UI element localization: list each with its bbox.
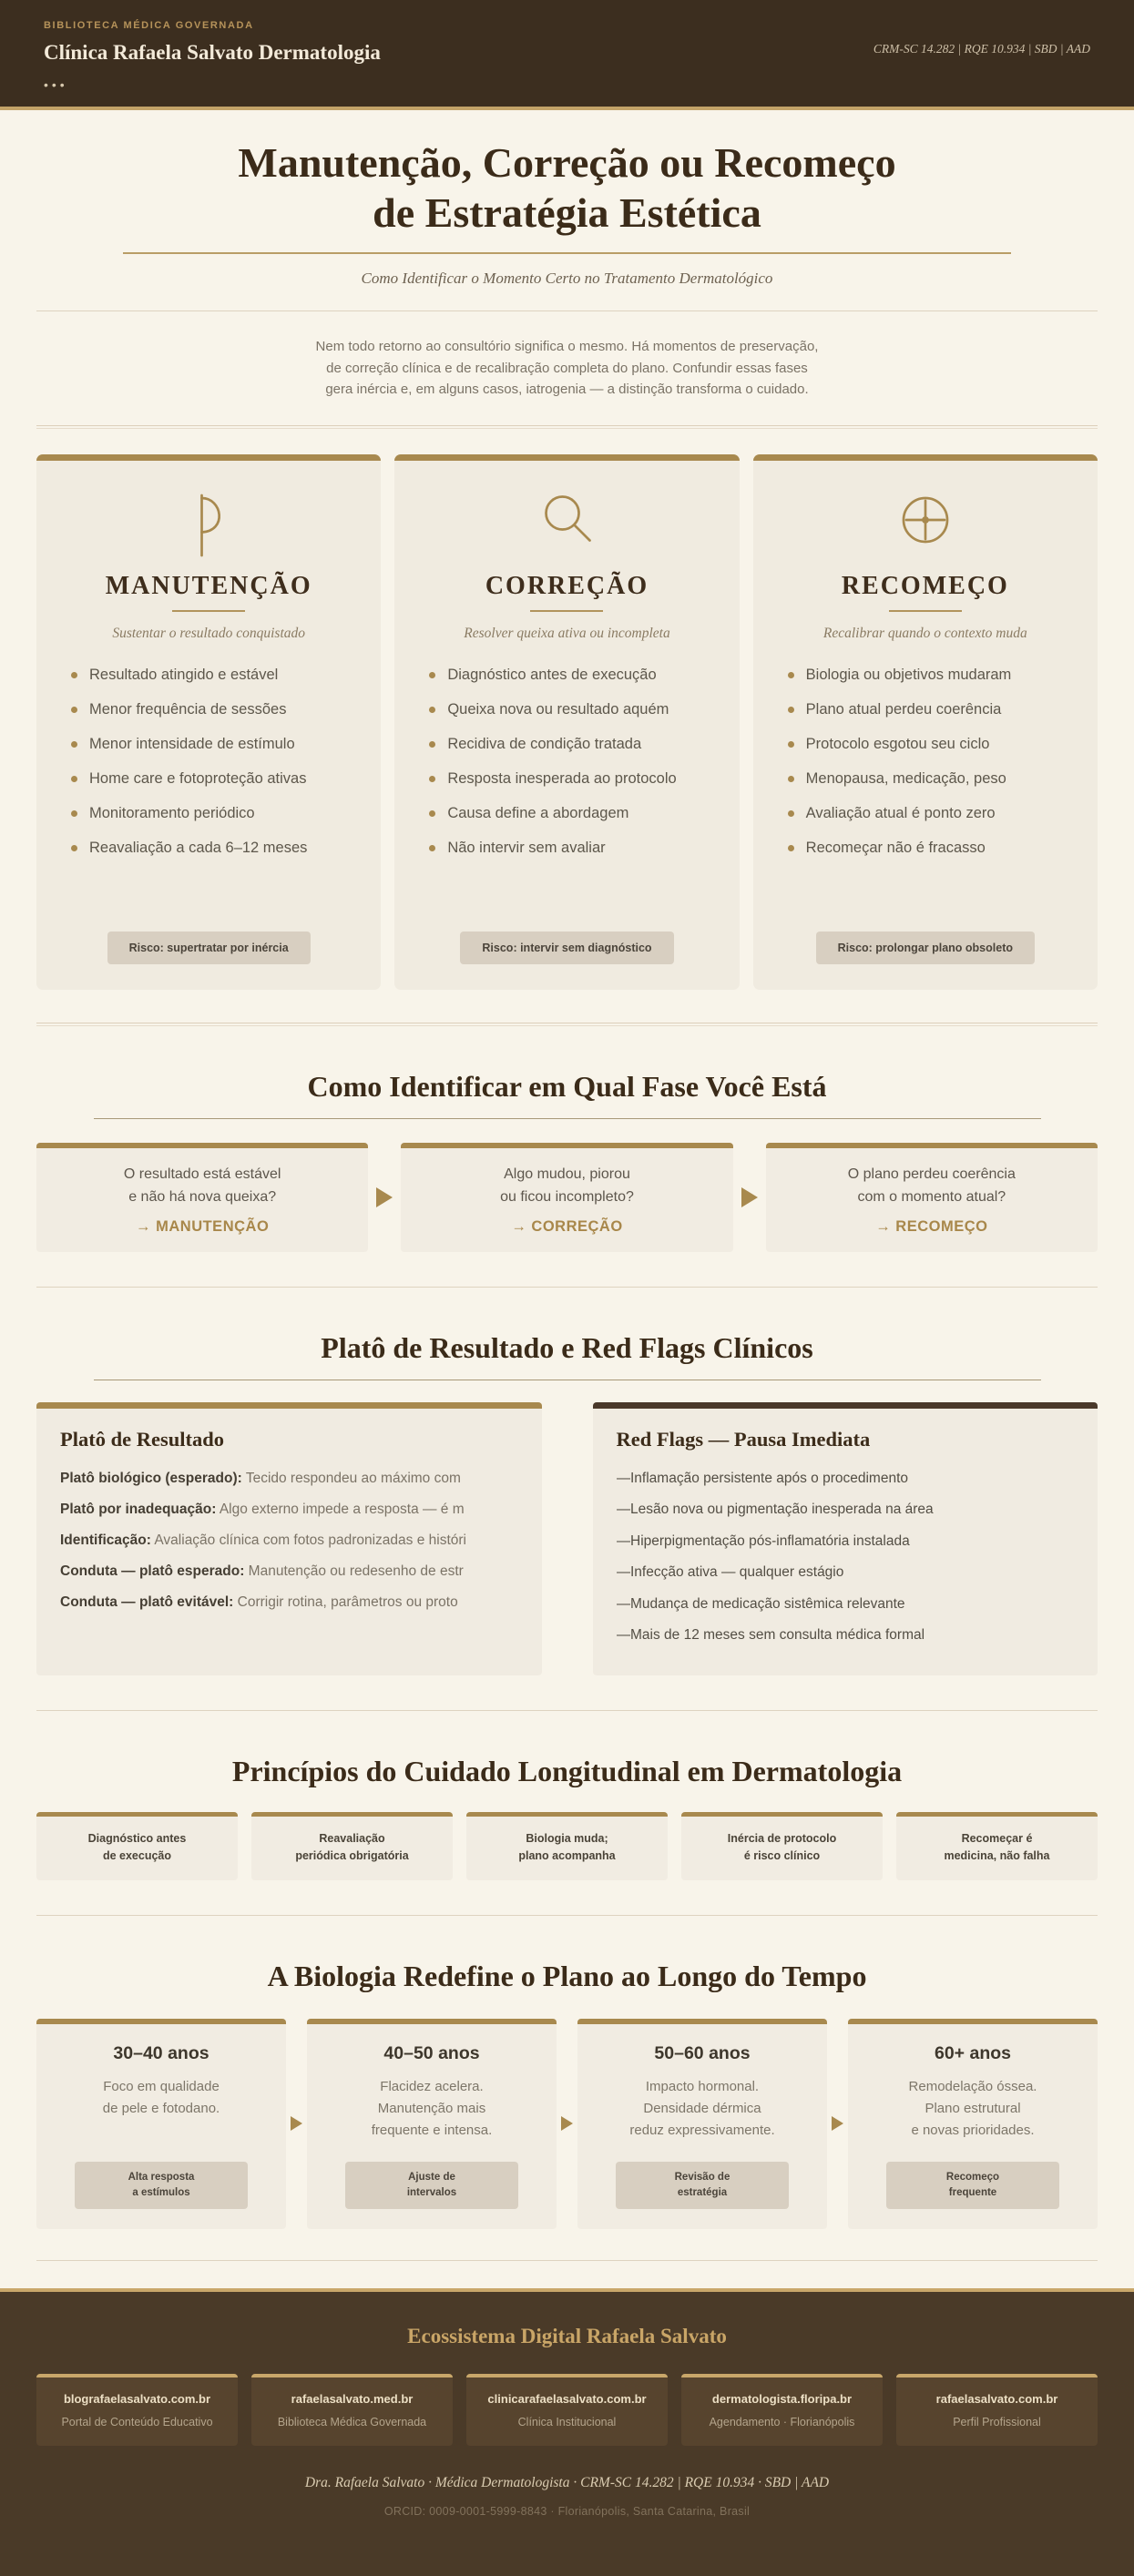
card-tagline: Sustentar o resultado conquistado — [112, 625, 305, 641]
list-item — [429, 667, 722, 684]
stage-age: 60+ anos — [934, 2042, 1011, 2063]
footer-orcid: ORCID: 0009-0001-5999-8843 · Florianópolis, Santa Catarina, Brasil — [383, 2504, 751, 2518]
footer-link-domain[interactable]: rafaelasalvato.med.br — [291, 2391, 414, 2406]
phase-result-label: → RECOMEÇO — [875, 1217, 988, 1235]
stage-60-plus — [848, 2019, 1098, 2229]
arrow-holder — [827, 2019, 848, 2229]
identify-box-recomeco — [766, 1143, 1098, 1252]
card-tagline: Recalibrar quando o contexto muda — [822, 625, 1027, 641]
bullet-dot-icon — [429, 776, 435, 782]
box-topbar — [896, 1812, 1098, 1817]
section-title-principles: Princípios do Cuidado Longitudinal em Dermatologia — [231, 1754, 903, 1787]
footer-links-row — [36, 2374, 1098, 2446]
main-content — [0, 137, 1134, 2229]
footer-link-domain[interactable]: dermatologista.floripa.br — [711, 2391, 853, 2406]
list-item — [788, 805, 1081, 822]
principle-box — [681, 1812, 883, 1880]
list-item — [429, 805, 722, 822]
redflag-item: —Mais de 12 meses sem consulta médica formal — [616, 1627, 925, 1644]
footer-link-perfil[interactable] — [896, 2374, 1098, 2446]
list-item — [71, 805, 364, 822]
card-title-underline — [172, 610, 245, 612]
bullet-dot-icon — [429, 672, 435, 678]
divider — [36, 1287, 1098, 1288]
row-text: Corrigir rotina, parâmetros ou proto — [233, 1593, 458, 1610]
panel-rows — [60, 1463, 542, 1618]
bullet-dot-icon — [788, 707, 794, 713]
list-item — [71, 840, 364, 857]
timeline-row — [36, 2019, 1098, 2229]
bullet-dot-icon — [429, 810, 435, 817]
principle-line: de execução — [102, 1848, 172, 1862]
principle-line: medicina, não falha — [944, 1848, 1050, 1862]
bullet-dot-icon — [429, 845, 435, 851]
page-title — [36, 137, 1098, 238]
list-item — [429, 770, 722, 788]
principle-line: Reavaliação — [319, 1831, 385, 1845]
plateau-row — [60, 1525, 542, 1556]
list-item — [71, 701, 364, 718]
card-title-underline — [530, 610, 603, 612]
box-topbar — [466, 1812, 668, 1817]
box-topbar — [681, 2374, 883, 2377]
row-label: Conduta — platô evitável: — [60, 1593, 234, 1610]
stage-badge — [616, 2162, 789, 2209]
footer-link-agendamento[interactable] — [681, 2374, 883, 2446]
header-eyebrow: BIBLIOTECA MÉDICA GOVERNADA — [44, 20, 254, 31]
stage-line: reduz expressivamente. — [629, 2122, 775, 2138]
footer-link-desc: Portal de Conteúdo Educativo — [61, 2415, 213, 2428]
bullet-dot-icon — [788, 776, 794, 782]
box-topbar — [896, 2374, 1098, 2377]
stage-30-40 — [36, 2019, 286, 2229]
badge-line: estratégia — [677, 2186, 728, 2198]
card-correcao — [394, 454, 739, 990]
divider — [36, 1710, 1098, 1711]
bullet-dot-icon — [71, 707, 77, 713]
question-line: e não há nova queixa? — [128, 1188, 277, 1205]
card-list — [429, 667, 722, 874]
badge-line: Ajuste de — [408, 2171, 455, 2183]
divider-double — [36, 425, 1098, 429]
arrow-holder — [557, 2019, 577, 2229]
list-item — [429, 701, 722, 718]
list-item — [788, 770, 1081, 788]
list-item-text: Resultado atingido e estável — [89, 666, 279, 683]
panel-topbar-gold — [36, 1402, 542, 1409]
list-item-text: Reavaliação a cada 6–12 meses — [89, 839, 308, 856]
footer-link-biblioteca[interactable] — [251, 2374, 453, 2446]
page-title-line1: Manutenção, Correção ou Recomeço — [238, 139, 896, 186]
identify-box-correcao — [401, 1143, 732, 1252]
box-topbar — [251, 1812, 453, 1817]
intro-line: gera inércia e, em alguns casos, iatrogenia — a distinção transforma o cuidado. — [325, 382, 809, 398]
arrow-holder — [286, 2019, 307, 2229]
section-title-identify: Como Identificar em Qual Fase Você Está — [307, 1069, 827, 1103]
principle-line: Inércia de protocolo — [727, 1831, 837, 1845]
badge-line: intervalos — [406, 2186, 457, 2198]
divider — [36, 1915, 1098, 1916]
intro-line: de correção clínica e de recalibração completa do plano. Confundir essas fases — [326, 360, 808, 376]
bullet-dot-icon — [71, 672, 77, 678]
stage-line: Plano estrutural — [925, 2100, 1021, 2116]
list-item-text: Avaliação atual é ponto zero — [805, 804, 996, 821]
identify-row — [36, 1143, 1098, 1252]
box-topbar — [36, 2019, 286, 2024]
panel-heading: Platô de Resultado — [60, 1427, 224, 1451]
bullet-dot-icon — [788, 741, 794, 748]
badge-line: Recomeço — [945, 2171, 1000, 2183]
principle-line: periódica obrigatória — [295, 1848, 409, 1862]
card-title-underline — [889, 610, 962, 612]
panel-heading: Red Flags — Pausa Imediata — [616, 1427, 871, 1451]
principle-box — [896, 1812, 1098, 1880]
list-item — [71, 770, 364, 788]
plateau-panels-row — [36, 1402, 1098, 1675]
stage-line: Densidade dérmica — [643, 2100, 761, 2116]
question-line: com o momento atual? — [857, 1188, 1006, 1205]
card-manutencao — [36, 454, 381, 990]
intro-line: Nem todo retorno ao consultório significa o mesmo. Há momentos de preservação, — [315, 339, 819, 355]
plateau-row — [60, 1463, 542, 1494]
question-line: O plano perdeu coerência — [847, 1166, 1016, 1182]
intro-paragraph — [36, 336, 1098, 401]
redflag-item: —Infecção ativa — qualquer estágio — [616, 1564, 844, 1581]
flag-icon — [36, 490, 381, 561]
list-item — [71, 667, 364, 684]
arrow-right-icon — [376, 1187, 393, 1207]
footer-link-domain[interactable]: rafaelasalvato.com.br — [935, 2391, 1058, 2406]
question-line: Algo mudou, piorou — [504, 1166, 630, 1182]
principle-box — [251, 1812, 453, 1880]
list-item — [788, 840, 1081, 857]
row-label: Conduta — platô esperado: — [60, 1563, 245, 1579]
box-topbar — [577, 2019, 827, 2024]
stage-body — [577, 2076, 827, 2147]
card-tagline: Resolver queixa ativa ou incompleta — [464, 625, 670, 641]
question-line: O resultado está estável — [123, 1166, 281, 1182]
footer — [0, 2288, 1134, 2576]
phase-cards-row — [36, 454, 1098, 990]
list-item-text: Queixa nova ou resultado aquém — [447, 700, 669, 718]
section-underline — [94, 1118, 1041, 1119]
stage-50-60 — [577, 2019, 827, 2229]
card-list — [71, 667, 364, 874]
list-item-text: Resposta inesperada ao protocolo — [447, 769, 677, 787]
footer-link-domain[interactable]: clinicarafaelasalvato.com.br — [487, 2391, 647, 2406]
box-topbar — [36, 1812, 238, 1817]
divider-double — [36, 1023, 1098, 1026]
box-topbar — [307, 2019, 557, 2024]
list-item-text: Causa define a abordagem — [447, 804, 629, 821]
stage-body — [848, 2076, 1098, 2147]
card-topbar — [753, 454, 1098, 461]
bullet-dot-icon — [71, 776, 77, 782]
bullet-dot-icon — [71, 741, 77, 748]
bullet-dot-icon — [788, 672, 794, 678]
list-item — [429, 840, 722, 857]
bullet-dot-icon — [788, 845, 794, 851]
stage-line: e novas prioridades. — [911, 2122, 1035, 2138]
list-item-text: Monitoramento periódico — [89, 804, 255, 821]
title-underline — [123, 252, 1011, 254]
risk-badge: Risco: prolongar plano obsoleto — [816, 932, 1035, 964]
list-item-text: Home care e fotoproteção ativas — [89, 769, 307, 787]
list-item — [788, 667, 1081, 684]
row-text: Tecido respondeu ao máximo com — [241, 1470, 461, 1486]
arrow-right-icon — [561, 2116, 573, 2131]
list-item-text: Não intervir sem avaliar — [447, 839, 606, 856]
principle-box — [466, 1812, 668, 1880]
redflag-item: —Inflamação persistente após o procedimento — [616, 1470, 909, 1486]
bullet-dot-icon — [429, 741, 435, 748]
clinic-title: Clínica Rafaela Salvato Dermatologia — [44, 41, 381, 64]
list-item — [788, 701, 1081, 718]
card-topbar — [36, 454, 381, 461]
badge-line: frequente — [948, 2186, 997, 2198]
list-item-text: Menor intensidade de estímulo — [89, 735, 295, 752]
stage-age: 30–40 anos — [113, 2042, 209, 2063]
box-topbar — [401, 1143, 732, 1148]
panel-rows — [617, 1463, 1098, 1652]
card-topbar — [394, 454, 739, 461]
redflags-panel — [593, 1402, 1098, 1675]
compass-icon — [753, 490, 1098, 561]
list-item-text: Biologia ou objetivos mudaram — [805, 666, 1012, 683]
dots-ornament: ••• — [44, 77, 68, 92]
plateau-row — [60, 1587, 542, 1618]
principle-line: é risco clínico — [743, 1848, 821, 1862]
stage-line: Impacto hormonal. — [645, 2078, 760, 2094]
redflag-item: —Lesão nova ou pigmentação inesperada na área — [616, 1502, 934, 1518]
row-text: Algo externo impede a resposta — é m — [216, 1501, 465, 1517]
stage-line: Manutenção mais — [377, 2100, 486, 2116]
footer-title: Ecossistema Digital Rafaela Salvato — [407, 2324, 727, 2347]
stage-age: 40–50 anos — [383, 2042, 480, 2063]
risk-badge: Risco: supertratar por inércia — [107, 932, 311, 964]
arrow-right-icon — [832, 2116, 843, 2131]
box-topbar — [36, 2374, 238, 2377]
plateau-row — [60, 1556, 542, 1587]
principle-line: plano acompanha — [518, 1848, 616, 1862]
row-label: Platô por inadequação: — [60, 1501, 217, 1517]
stage-line: de pele e fotodano. — [102, 2100, 220, 2116]
footer-link-clinica[interactable] — [466, 2374, 668, 2446]
card-title: MANUTENÇÃO — [105, 571, 312, 600]
stage-line: Remodelação óssea. — [908, 2078, 1037, 2094]
row-label: Platô biológico (esperado): — [60, 1470, 242, 1486]
stage-line: frequente e intensa. — [371, 2122, 493, 2138]
header — [0, 0, 1134, 110]
list-item — [788, 736, 1081, 753]
list-item-text: Diagnóstico antes de execução — [447, 666, 657, 683]
box-topbar — [766, 1143, 1098, 1148]
section-title-plateau: Platô de Resultado e Red Flags Clínicos — [321, 1330, 813, 1364]
risk-badge: Risco: intervir sem diagnóstico — [460, 932, 673, 964]
question-line: ou ficou incompleto? — [500, 1188, 634, 1205]
identify-box-manutencao — [36, 1143, 368, 1252]
stage-line: Flacidez acelera. — [380, 2078, 484, 2094]
footer-link-desc: Agendamento · Florianópolis — [709, 2415, 855, 2428]
list-item — [429, 736, 722, 753]
bullet-dot-icon — [788, 810, 794, 817]
row-text: Avaliação clínica com fotos padronizadas e históri — [150, 1532, 466, 1548]
page-subtitle: Como Identificar o Momento Certo no Tratamento Dermatológico — [361, 270, 773, 288]
list-item-text: Protocolo esgotou seu ciclo — [805, 735, 990, 752]
stage-body — [36, 2076, 286, 2147]
stage-40-50 — [307, 2019, 557, 2229]
stage-badge — [345, 2162, 518, 2209]
list-item-text: Recomeçar não é fracasso — [805, 839, 986, 856]
list-item-text: Menopausa, medicação, peso — [805, 769, 1006, 787]
box-topbar — [466, 2374, 668, 2377]
footer-link-desc: Perfil Profissional — [953, 2415, 1041, 2428]
redflag-item: —Mudança de medicação sistêmica relevante — [616, 1595, 905, 1612]
footer-credit: Dra. Rafaela Salvato · Médica Dermatologista · CRM-SC 14.282 | RQE 10.934 · SBD | AAD — [304, 2474, 830, 2490]
badge-line: Revisão de — [674, 2171, 730, 2183]
principle-box — [36, 1812, 238, 1880]
card-list — [788, 667, 1081, 874]
page-title-line2: de Estratégia Estética — [373, 189, 761, 237]
box-topbar — [848, 2019, 1098, 2024]
stage-body — [307, 2076, 557, 2147]
box-topbar — [251, 2374, 453, 2377]
card-title: CORREÇÃO — [485, 571, 649, 600]
plateau-row — [60, 1494, 542, 1525]
list-item-text: Recidiva de condição tratada — [447, 735, 642, 752]
phase-result-label: → MANUTENÇÃO — [136, 1217, 270, 1235]
list-item-text: Plano atual perdeu coerência — [805, 700, 1002, 718]
badge-line: a estímulos — [132, 2186, 190, 2198]
stage-age: 50–60 anos — [654, 2042, 751, 2063]
badge-line: Alta resposta — [128, 2171, 195, 2183]
row-label: Identificação: — [60, 1532, 151, 1548]
divider — [36, 2260, 1098, 2261]
card-recomeco — [753, 454, 1098, 990]
panel-topbar-dark — [593, 1402, 1098, 1409]
footer-link-desc: Clínica Institucional — [517, 2415, 617, 2428]
principle-line: Biologia muda; — [526, 1831, 608, 1845]
principle-line: Diagnóstico antes — [87, 1831, 187, 1845]
arrow-right-icon — [741, 1187, 758, 1207]
stage-badge — [886, 2162, 1059, 2209]
footer-link-desc: Biblioteca Médica Governada — [277, 2415, 427, 2428]
list-item-text: Menor frequência de sessões — [89, 700, 287, 718]
footer-link-domain[interactable]: blografaelasalvato.com.br — [63, 2391, 211, 2406]
section-title-timeline: A Biologia Redefine o Plano ao Longo do Tempo — [267, 1959, 867, 1992]
principle-line: Recomeçar é — [961, 1831, 1033, 1845]
plateau-panel — [36, 1402, 542, 1675]
card-title: RECOMEÇO — [841, 571, 1009, 600]
box-topbar — [681, 1812, 883, 1817]
box-topbar — [36, 1143, 368, 1148]
row-text: Manutenção ou redesenho de estr — [244, 1563, 464, 1579]
list-item — [71, 736, 364, 753]
bullet-dot-icon — [429, 707, 435, 713]
principles-row — [36, 1812, 1098, 1880]
arrow-right-icon — [291, 2116, 302, 2131]
stage-badge — [75, 2162, 248, 2209]
bullet-dot-icon — [71, 810, 77, 817]
stage-line: Foco em qualidade — [103, 2078, 220, 2094]
credentials-meta: CRM-SC 14.282 | RQE 10.934 | SBD | AAD — [873, 42, 1090, 56]
magnifier-icon — [394, 490, 739, 561]
footer-link-blog[interactable] — [36, 2374, 238, 2446]
redflag-item: —Hiperpigmentação pós-inflamatória instalada — [616, 1532, 910, 1549]
bullet-dot-icon — [71, 845, 77, 851]
phase-result-label: → CORREÇÃO — [511, 1217, 623, 1235]
